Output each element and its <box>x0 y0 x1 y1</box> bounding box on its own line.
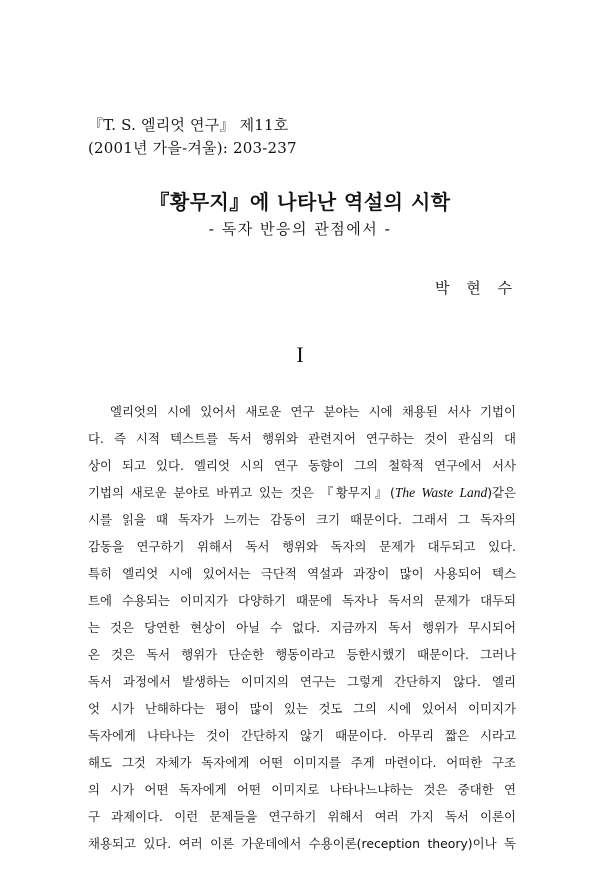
body-line: 시를 읽을 때 독자가 느끼는 감동이 크기 때문이다. 그래서 그 독자의 <box>88 512 516 527</box>
body-line: 는 것은 당연한 현상이 아닐 수 없다. 지금까지 독서 행위가 무시되어 <box>88 620 516 635</box>
section-number: I <box>296 342 304 367</box>
body-line: 상이 되고 있다. 엘리엇 시의 연구 동향이 그의 철학적 연구에서 서사 <box>88 458 516 473</box>
body-line: 다. 즉 시적 텍스트를 독서 행위와 관련지어 연구하는 것이 관심의 대 <box>88 431 516 446</box>
journal-info <box>88 114 297 160</box>
body-line: 온 것은 독서 행위가 단순한 행동이라고 등한시했기 때문이다. 그러나 <box>88 647 516 662</box>
article-subtitle: - 독자 반응의 관점에서 - <box>208 220 392 238</box>
article-title: 『황무지』에 나타난 역설의 시학 <box>149 190 451 214</box>
body-line: 채용되고 있다. 여러 이론 가운데에서 수용이론(reception theory)이나 독 <box>88 836 516 851</box>
journal-name: 『T. S. 엘리엇 연구』 제11호 <box>88 116 289 134</box>
body-line: 트에 수용되는 이미지가 다양하기 때문에 독자나 독서의 문제가 대두되 <box>88 593 516 608</box>
body-line-tail: )같은 <box>487 485 516 500</box>
body-line: 감동을 연구하기 위해서 독서 행위와 독자의 문제가 대두되고 있다. <box>88 539 516 554</box>
body-line: 의 시가 어떤 독자에게 어떤 이미지로 나타나느냐하는 것은 중대한 연 <box>88 782 516 797</box>
body-line: 엇 시가 난해하다는 평이 많이 있는 것도 그의 시에 있어서 이미지가 <box>88 701 516 716</box>
body-line-text: 기법의 새로운 분야로 바뀌고 있는 것은 『황무지』( <box>88 485 395 500</box>
body-line: 특히 엘리엇 시에 있어서는 극단적 역설과 과장이 많이 사용되어 텍스 <box>88 566 516 581</box>
body-line: 독서 과정에서 발생하는 이미지의 연구는 그렇게 간단하지 않다. 엘리 <box>88 674 516 689</box>
body-line: 독자에게 나타나는 것이 간단하지 않기 때문이다. 아무리 짧은 시라고 <box>88 728 516 743</box>
author-name: 박 현 수 <box>434 279 518 297</box>
issue-info: (2001년 가을-겨울): 203-237 <box>88 139 297 157</box>
body-line: 엘리엇의 시에 있어서 새로운 연구 분야는 시에 채용된 서사 기법이 <box>110 404 516 419</box>
body-line: 구 과제이다. 이런 문제들을 연구하기 위해서 여러 가지 독서 이론이 <box>88 809 516 824</box>
body-line: 해도 그것 자체가 독자에게 어떤 이미지를 주게 마련이다. 어떠한 구조 <box>88 755 516 770</box>
english-title: The Waste Land <box>394 485 488 500</box>
body-line <box>88 479 516 506</box>
body-text <box>88 398 516 857</box>
